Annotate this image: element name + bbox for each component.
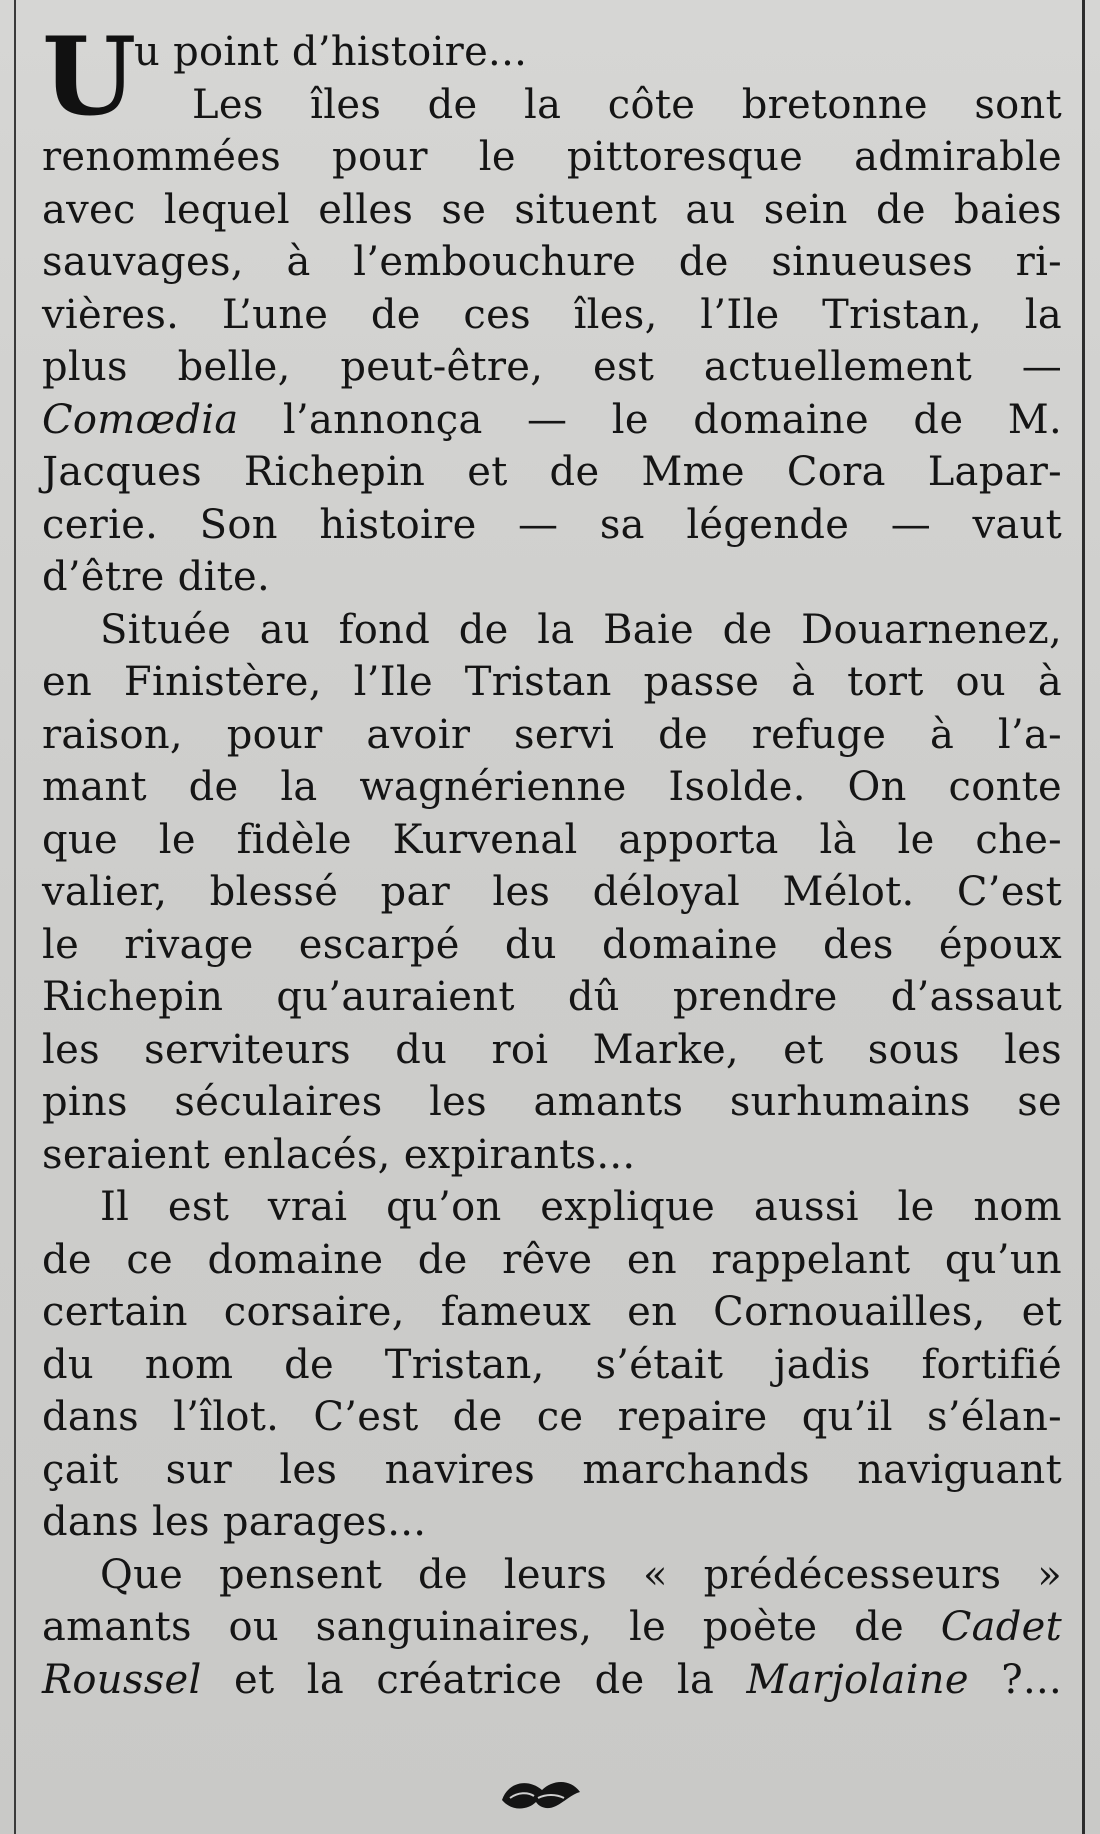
article-line: seraient enlacés, expirants... [42, 1131, 636, 1178]
article-line: cerie. Son histoire — sa légende — vaut [42, 501, 1062, 548]
article-line: Il est vrai qu’on explique aussi le nom [100, 1184, 1062, 1230]
article-line: sauvages, à l’embouchure de sinueuses ri- [42, 239, 1062, 285]
article-line [42, 1654, 1062, 1707]
article-line: çait sur les navires marchands naviguant [42, 1446, 1062, 1493]
line-text: amants ou sanguinaires, le poète de [42, 1604, 941, 1650]
article-line [42, 1601, 1062, 1654]
line-text: et la créatrice de la [201, 1656, 747, 1703]
article-line: plus belle, peut-être, est actuellement — [42, 344, 1062, 390]
article-line: valier, blessé par les déloyal Mélot. C’est [42, 869, 1062, 915]
line-text: l’annonça — le domaine de M. [238, 396, 1062, 443]
article-line: certain corsaire, fameux en Cornouailles, et [42, 1289, 1062, 1335]
article-line: de ce domaine de rêve en rappelant qu’un [42, 1236, 1062, 1283]
article-line: dans les parages... [42, 1499, 427, 1545]
article-line: en Finistère, l’Ile Tristan passe à tort ou à [42, 659, 1062, 705]
article-line: vières. L’une de ces îles, l’Ile Tristan, la [42, 291, 1062, 338]
article-line: Les îles de la côte bretonne sont [192, 81, 1062, 128]
article-line: le rivage escarpé du domaine des époux [42, 921, 1062, 968]
article-line: raison, pour avoir servi de refuge à l’a- [42, 711, 1062, 758]
line-text: ?... [968, 1656, 1062, 1703]
article-line: Jacques Richepin et de Mme Cora Lapar- [42, 449, 1062, 495]
article-line: du nom de Tristan, s’était jadis fortifié [42, 1341, 1062, 1388]
article-line: d’être dite. [42, 554, 271, 600]
drop-cap: U [42, 14, 137, 140]
work-title: Cadet [940, 1604, 1062, 1650]
leaf-ornament-icon [498, 1772, 584, 1816]
article-column [42, 14, 1062, 1706]
column-rule-right [1082, 0, 1085, 1834]
newspaper-title: Comœdia [42, 396, 239, 443]
article-line [42, 394, 1062, 447]
article-line: que le fidèle Kurvenal apporta là le che- [42, 816, 1062, 863]
column-rule-left [14, 0, 16, 1834]
work-title: Roussel [42, 1656, 202, 1703]
article-line: mant de la wagnérienne Isolde. On conte [42, 764, 1062, 810]
article-line: Que pensent de leurs « prédécesseurs » [100, 1551, 1062, 1598]
article-line: dans l’îlot. C’est de ce repaire qu’il s’élan- [42, 1394, 1062, 1440]
article-line: renommées pour le pittoresque admirable [42, 134, 1062, 180]
article-line: pins séculaires les amants surhumains se [42, 1079, 1062, 1125]
article-line-text: u point d’histoire... [134, 29, 528, 75]
article-line: avec lequel elles se situent au sein de baies [42, 186, 1062, 233]
work-title: Marjolaine [746, 1656, 969, 1703]
article-line: Située au fond de la Baie de Douarnenez, [100, 606, 1062, 653]
article-line: Richepin qu’auraient dû prendre d’assaut [42, 974, 1062, 1020]
article-line: les serviteurs du roi Marke, et sous les [42, 1026, 1062, 1073]
